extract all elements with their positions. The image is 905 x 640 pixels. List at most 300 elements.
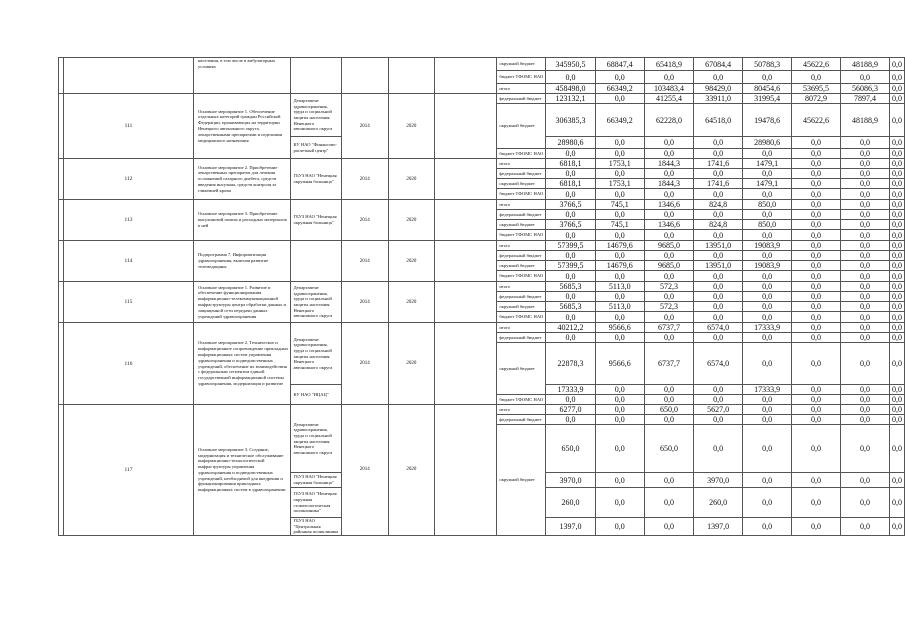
start-year: 2014	[341, 159, 388, 200]
amount-cell: 0,0	[890, 343, 905, 385]
amount-cell: 0,0	[595, 518, 644, 536]
funding-source: бюджет ТФОМС НАО	[497, 271, 546, 282]
amount-cell: 0,0	[840, 292, 889, 302]
funding-source: бюджет ТФОМС НАО	[497, 312, 546, 323]
funding-source: окружной бюджет	[497, 261, 546, 271]
row-number: 116	[64, 323, 194, 405]
amount-cell: 0,0	[792, 149, 841, 159]
amount-cell: 80454,6	[743, 84, 792, 94]
amount-cell: 1479,1	[743, 179, 792, 189]
amount-cell: 0,0	[743, 169, 792, 179]
amount-cell: 0,0	[546, 251, 596, 261]
start-year: 2014	[341, 241, 388, 282]
amount-cell: 0,0	[890, 169, 905, 179]
executor: ГБУЗ НАО "Ненецкая окружная больница"	[291, 159, 342, 200]
row-number: 113	[64, 200, 194, 241]
amount-cell: 9566,6	[595, 343, 644, 385]
start-year: 2014	[341, 282, 388, 323]
table-row	[59, 159, 905, 169]
blank-cell	[435, 94, 497, 159]
amount-cell: 0,0	[792, 169, 841, 179]
amount-cell: 28980,6	[743, 137, 792, 149]
amount-cell: 66349,2	[595, 84, 644, 94]
amount-cell: 572,3	[644, 302, 694, 312]
amount-cell: 0,0	[890, 271, 905, 282]
amount-cell: 0,0	[840, 241, 889, 251]
amount-cell: 0,0	[792, 189, 841, 200]
amount-cell: 260,0	[694, 488, 743, 518]
table-row	[59, 323, 905, 333]
end-year: 2020	[388, 241, 435, 282]
amount-cell: 824,8	[694, 220, 743, 230]
amount-cell: 13951,0	[694, 261, 743, 271]
amount-cell: 0,0	[595, 385, 644, 395]
table-row	[59, 58, 905, 71]
amount-cell: 0,0	[595, 137, 644, 149]
amount-cell: 0,0	[890, 415, 905, 425]
amount-cell: 56086,3	[840, 84, 889, 94]
amount-cell: 0,0	[595, 251, 644, 261]
amount-cell: 0,0	[890, 58, 905, 71]
amount-cell: 0,0	[546, 210, 596, 220]
amount-cell: 0,0	[840, 333, 889, 343]
amount-cell: 572,3	[644, 282, 694, 292]
funding-source: федеральный бюджет	[497, 292, 546, 302]
amount-cell: 0,0	[595, 149, 644, 159]
amount-cell: 103483,4	[644, 84, 694, 94]
end-year: 2020	[388, 405, 435, 536]
amount-cell: 7897,4	[840, 94, 889, 104]
amount-cell: 5685,3	[546, 302, 596, 312]
amount-cell: 306385,3	[546, 104, 596, 137]
amount-cell: 0,0	[595, 292, 644, 302]
amount-cell: 0,0	[840, 323, 889, 333]
amount-cell: 0,0	[792, 200, 841, 210]
amount-cell: 45622,6	[792, 104, 841, 137]
measure-name: населения, в том числе в амбулаторных условиях	[193, 58, 291, 94]
amount-cell: 0,0	[840, 261, 889, 271]
start-year: 2014	[341, 405, 388, 536]
end-year: 2020	[388, 323, 435, 405]
amount-cell: 650,0	[546, 425, 596, 473]
amount-cell: 0,0	[743, 333, 792, 343]
amount-cell: 0,0	[546, 71, 596, 84]
amount-cell: 0,0	[890, 71, 905, 84]
amount-cell: 260,0	[546, 488, 596, 518]
blank-cell	[435, 323, 497, 405]
row-number: 114	[64, 241, 194, 282]
amount-cell: 0,0	[840, 159, 889, 169]
amount-cell: 0,0	[890, 179, 905, 189]
amount-cell: 48188,9	[840, 58, 889, 71]
amount-cell: 0,0	[890, 333, 905, 343]
executor	[291, 241, 342, 282]
amount-cell: 0,0	[644, 385, 694, 395]
executor: КУ НАО "Финансово-расчетный центр"	[291, 137, 342, 159]
amount-cell: 0,0	[890, 282, 905, 292]
amount-cell: 0,0	[644, 149, 694, 159]
amount-cell: 0,0	[840, 415, 889, 425]
amount-cell: 1346,6	[644, 220, 694, 230]
amount-cell: 0,0	[743, 282, 792, 292]
funding-source: итого	[497, 323, 546, 333]
amount-cell: 0,0	[743, 292, 792, 302]
amount-cell: 6574,0	[694, 343, 743, 385]
amount-cell: 5685,3	[546, 282, 596, 292]
funding-source: итого	[497, 282, 546, 292]
amount-cell: 0,0	[890, 137, 905, 149]
blank-cell	[435, 241, 497, 282]
amount-cell: 0,0	[792, 405, 841, 415]
amount-cell: 0,0	[890, 323, 905, 333]
amount-cell: 0,0	[890, 312, 905, 323]
amount-cell: 68847,4	[595, 58, 644, 71]
executor	[291, 58, 342, 94]
amount-cell: 0,0	[792, 292, 841, 302]
funding-source: итого	[497, 84, 546, 94]
amount-cell: 0,0	[840, 210, 889, 220]
amount-cell: 0,0	[840, 405, 889, 415]
amount-cell: 0,0	[644, 169, 694, 179]
amount-cell: 0,0	[792, 473, 841, 488]
amount-cell: 0,0	[595, 333, 644, 343]
amount-cell: 0,0	[546, 292, 596, 302]
amount-cell: 3970,0	[546, 473, 596, 488]
amount-cell: 0,0	[694, 282, 743, 292]
funding-source: окружной бюджет	[497, 104, 546, 149]
amount-cell: 0,0	[595, 71, 644, 84]
amount-cell: 123132,1	[546, 94, 596, 104]
amount-cell: 0,0	[743, 405, 792, 415]
executor: ГБУЗ НАО "Ненецкая окружная стоматологическая поликлиника"	[291, 488, 342, 518]
row-number: 115	[64, 282, 194, 323]
amount-cell: 0,0	[644, 251, 694, 261]
amount-cell: 6277,0	[546, 405, 596, 415]
amount-cell: 50788,3	[743, 58, 792, 71]
amount-cell: 8072,9	[792, 94, 841, 104]
amount-cell: 0,0	[840, 282, 889, 292]
amount-cell: 0,0	[792, 323, 841, 333]
amount-cell: 0,0	[890, 84, 905, 94]
amount-cell: 5627,0	[694, 405, 743, 415]
funding-source: федеральный бюджет	[497, 415, 546, 425]
executor: ГБУЗ НАО "Центральная районная поликлиника	[291, 518, 342, 536]
amount-cell: 0,0	[840, 473, 889, 488]
amount-cell: 0,0	[694, 415, 743, 425]
funding-source: итого	[497, 159, 546, 169]
executor: Департамент здравоохранения, труда и социальной защиты населения Ненецкого автономного округа	[291, 323, 342, 385]
amount-cell: 650,0	[644, 425, 694, 473]
amount-cell: 9566,6	[595, 323, 644, 333]
amount-cell: 0,0	[644, 230, 694, 241]
amount-cell: 0,0	[546, 312, 596, 323]
amount-cell: 0,0	[792, 282, 841, 292]
amount-cell: 0,0	[840, 385, 889, 395]
measure-name: Основное мероприятие 1. Обеспечение отдельных категорий граждан Российской Федерации, проживающих на территории Ненецкого автономного округа, лекарственными препаратами и изделиями медицинского назначения	[193, 94, 291, 159]
amount-cell: 0,0	[792, 179, 841, 189]
amount-cell: 0,0	[792, 137, 841, 149]
amount-cell: 66349,2	[595, 104, 644, 137]
amount-cell: 0,0	[792, 333, 841, 343]
amount-cell: 1753,1	[595, 159, 644, 169]
amount-cell: 17333,9	[546, 385, 596, 395]
measure-name: Основное мероприятие 1. Развитие и обеспечение функционирования информационно-телекоммуникационной инфраструктуры центра обработки данных и защищенной сети передачи данных учреждений здравоохранения	[193, 282, 291, 323]
amount-cell: 0,0	[792, 425, 841, 473]
amount-cell: 0,0	[890, 425, 905, 473]
table-row	[59, 94, 905, 104]
amount-cell: 0,0	[792, 343, 841, 385]
amount-cell: 0,0	[644, 312, 694, 323]
start-year: 2014	[341, 200, 388, 241]
amount-cell: 48188,9	[840, 104, 889, 137]
amount-cell: 9685,0	[644, 261, 694, 271]
amount-cell: 0,0	[595, 271, 644, 282]
amount-cell: 0,0	[792, 159, 841, 169]
amount-cell: 0,0	[644, 210, 694, 220]
amount-cell: 17333,9	[743, 385, 792, 395]
end-year: 2020	[388, 200, 435, 241]
amount-cell: 0,0	[890, 159, 905, 169]
funding-source: бюджет ТФОМС НАО	[497, 395, 546, 405]
amount-cell: 0,0	[694, 71, 743, 84]
amount-cell: 0,0	[840, 169, 889, 179]
blank-cell	[435, 58, 497, 94]
amount-cell: 0,0	[694, 189, 743, 200]
amount-cell: 0,0	[644, 395, 694, 405]
amount-cell: 0,0	[546, 395, 596, 405]
executor: КУ НАО "ИЦАЦ"	[291, 385, 342, 405]
amount-cell: 0,0	[840, 395, 889, 405]
amount-cell: 850,0	[743, 220, 792, 230]
amount-cell: 0,0	[890, 251, 905, 261]
blank-cell	[435, 282, 497, 323]
amount-cell: 0,0	[743, 415, 792, 425]
measure-name: Основное мероприятие 2. Техническое и информационное сопровождение прикладных информационных систем управления здравоохранения и подведомственных учреждений, обеспечение их взаимодействия с федеральным сегментом единой государственной информационной системы здравоохранения, модернизация и развитие	[193, 323, 291, 405]
amount-cell: 650,0	[644, 405, 694, 415]
amount-cell: 41255,4	[644, 94, 694, 104]
funding-source: бюджет ТФОМС НАО	[497, 189, 546, 200]
amount-cell: 0,0	[890, 292, 905, 302]
amount-cell: 1741,6	[694, 179, 743, 189]
amount-cell: 0,0	[546, 149, 596, 159]
executor: ГБУЗ НАО "Ненецкая окружная больница"	[291, 473, 342, 488]
amount-cell: 0,0	[792, 251, 841, 261]
amount-cell: 0,0	[840, 149, 889, 159]
funding-source: федеральный бюджет	[497, 169, 546, 179]
amount-cell: 0,0	[743, 149, 792, 159]
funding-source: окружной бюджет	[497, 302, 546, 312]
end-year: 2020	[388, 94, 435, 159]
amount-cell: 53695,5	[792, 84, 841, 94]
amount-cell: 0,0	[890, 200, 905, 210]
amount-cell: 22878,3	[546, 343, 596, 385]
amount-cell: 0,0	[743, 473, 792, 488]
amount-cell: 1397,0	[694, 518, 743, 536]
amount-cell: 3766,5	[546, 200, 596, 210]
amount-cell: 0,0	[792, 488, 841, 518]
amount-cell: 0,0	[890, 473, 905, 488]
amount-cell: 0,0	[890, 189, 905, 200]
amount-cell: 0,0	[644, 71, 694, 84]
blank-cell	[435, 159, 497, 200]
amount-cell: 1844,3	[644, 159, 694, 169]
amount-cell: 0,0	[840, 302, 889, 312]
amount-cell: 0,0	[595, 189, 644, 200]
amount-cell: 0,0	[792, 220, 841, 230]
amount-cell: 0,0	[644, 292, 694, 302]
start-year: 2014	[341, 323, 388, 405]
amount-cell: 0,0	[890, 241, 905, 251]
amount-cell: 1844,3	[644, 179, 694, 189]
funding-source: бюджет ТФОМС НАО	[497, 230, 546, 241]
amount-cell: 0,0	[890, 210, 905, 220]
amount-cell: 0,0	[890, 405, 905, 415]
amount-cell: 0,0	[595, 94, 644, 104]
amount-cell: 0,0	[792, 210, 841, 220]
amount-cell: 6737,7	[644, 343, 694, 385]
amount-cell: 0,0	[644, 473, 694, 488]
amount-cell: 0,0	[792, 271, 841, 282]
amount-cell: 0,0	[694, 292, 743, 302]
amount-cell: 0,0	[595, 415, 644, 425]
funding-source: окружной бюджет	[497, 220, 546, 230]
amount-cell: 0,0	[743, 71, 792, 84]
amount-cell: 824,8	[694, 200, 743, 210]
amount-cell: 6574,0	[694, 323, 743, 333]
executor: ГБУЗ НАО "Ненецкая окружная больница"	[291, 200, 342, 241]
amount-cell: 0,0	[840, 179, 889, 189]
amount-cell: 0,0	[694, 333, 743, 343]
row-number: 112	[64, 159, 194, 200]
amount-cell: 33911,0	[694, 94, 743, 104]
amount-cell: 40212,2	[546, 323, 596, 333]
amount-cell: 0,0	[694, 230, 743, 241]
amount-cell: 0,0	[743, 271, 792, 282]
amount-cell: 0,0	[840, 71, 889, 84]
table-row	[59, 405, 905, 415]
end-year	[388, 58, 435, 94]
table-row	[59, 241, 905, 251]
amount-cell: 0,0	[840, 312, 889, 323]
amount-cell: 0,0	[743, 189, 792, 200]
amount-cell: 0,0	[694, 169, 743, 179]
start-year	[341, 58, 388, 94]
row-number: 111	[64, 94, 194, 159]
measure-name: Основное мероприятие 3. Приобретение инсулиновой помпы и расходных материалов к ней	[193, 200, 291, 241]
amount-cell: 9685,0	[644, 241, 694, 251]
amount-cell: 0,0	[792, 241, 841, 251]
amount-cell: 0,0	[743, 425, 792, 473]
amount-cell: 0,0	[792, 71, 841, 84]
amount-cell: 0,0	[743, 210, 792, 220]
funding-source: бюджет ТФОМС НАО	[497, 71, 546, 84]
amount-cell: 0,0	[792, 518, 841, 536]
amount-cell: 14679,6	[595, 241, 644, 251]
measure-name: Подпрограмма 7. Информатизация здравоохранения, включая развитие телемедицины	[193, 241, 291, 282]
amount-cell: 3970,0	[694, 473, 743, 488]
amount-cell: 0,0	[644, 189, 694, 200]
amount-cell: 0,0	[546, 415, 596, 425]
funding-source: федеральный бюджет	[497, 210, 546, 220]
row-number: 117	[64, 405, 194, 536]
amount-cell: 17333,9	[743, 323, 792, 333]
amount-cell: 0,0	[694, 210, 743, 220]
funding-source: итого	[497, 200, 546, 210]
amount-cell: 19478,6	[743, 104, 792, 137]
amount-cell: 0,0	[792, 261, 841, 271]
amount-cell: 19083,9	[743, 261, 792, 271]
amount-cell: 6818,1	[546, 179, 596, 189]
budget-table	[58, 57, 905, 536]
amount-cell: 0,0	[546, 169, 596, 179]
measure-name: Основное мероприятие 2. Приобретение лекарственных препаратов для лечения осложнений сахарного диабета, средств введения инсулина, средств контроля за гликемией крови	[193, 159, 291, 200]
amount-cell: 28980,6	[546, 137, 596, 149]
amount-cell: 0,0	[792, 312, 841, 323]
amount-cell: 0,0	[644, 333, 694, 343]
end-year: 2020	[388, 159, 435, 200]
amount-cell: 0,0	[890, 230, 905, 241]
amount-cell: 6818,1	[546, 159, 596, 169]
table-row	[59, 200, 905, 210]
amount-cell: 0,0	[890, 94, 905, 104]
amount-cell: 1346,6	[644, 200, 694, 210]
amount-cell: 67084,4	[694, 58, 743, 71]
amount-cell: 0,0	[743, 302, 792, 312]
amount-cell: 57399,5	[546, 241, 596, 251]
amount-cell: 5113,0	[595, 302, 644, 312]
amount-cell: 0,0	[890, 149, 905, 159]
amount-cell: 0,0	[840, 271, 889, 282]
amount-cell: 0,0	[644, 518, 694, 536]
amount-cell: 745,1	[595, 220, 644, 230]
amount-cell: 0,0	[792, 230, 841, 241]
amount-cell: 1741,6	[694, 159, 743, 169]
amount-cell: 0,0	[644, 415, 694, 425]
amount-cell: 0,0	[546, 333, 596, 343]
amount-cell: 0,0	[644, 488, 694, 518]
amount-cell: 0,0	[890, 488, 905, 518]
funding-source: окружной бюджет	[497, 425, 546, 536]
amount-cell: 0,0	[595, 210, 644, 220]
amount-cell: 0,0	[792, 415, 841, 425]
amount-cell: 64518,0	[694, 104, 743, 137]
end-year: 2020	[388, 282, 435, 323]
amount-cell: 0,0	[890, 220, 905, 230]
amount-cell: 0,0	[792, 395, 841, 405]
amount-cell: 62228,0	[644, 104, 694, 137]
amount-cell: 0,0	[743, 343, 792, 385]
amount-cell: 0,0	[546, 230, 596, 241]
amount-cell: 0,0	[840, 200, 889, 210]
amount-cell: 0,0	[595, 169, 644, 179]
executor: Департамент здравоохранения, труда и социальной защиты населения Ненецкого автономного округа	[291, 94, 342, 137]
amount-cell: 13951,0	[694, 241, 743, 251]
amount-cell: 0,0	[840, 518, 889, 536]
executor: Департамент здравоохранения, труда и социальной защиты населения Ненецкого автономного округа	[291, 282, 342, 323]
amount-cell: 0,0	[694, 251, 743, 261]
amount-cell: 0,0	[546, 189, 596, 200]
funding-source: итого	[497, 405, 546, 415]
blank-cell	[435, 200, 497, 241]
amount-cell: 0,0	[743, 488, 792, 518]
amount-cell: 19083,9	[743, 241, 792, 251]
executor: Департамент здравоохранения, труда и социальной защиты населения Ненецкого автономного округа	[291, 405, 342, 473]
amount-cell: 0,0	[743, 312, 792, 323]
amount-cell: 14679,6	[595, 261, 644, 271]
amount-cell: 0,0	[694, 312, 743, 323]
amount-cell: 0,0	[595, 405, 644, 415]
amount-cell: 0,0	[595, 395, 644, 405]
